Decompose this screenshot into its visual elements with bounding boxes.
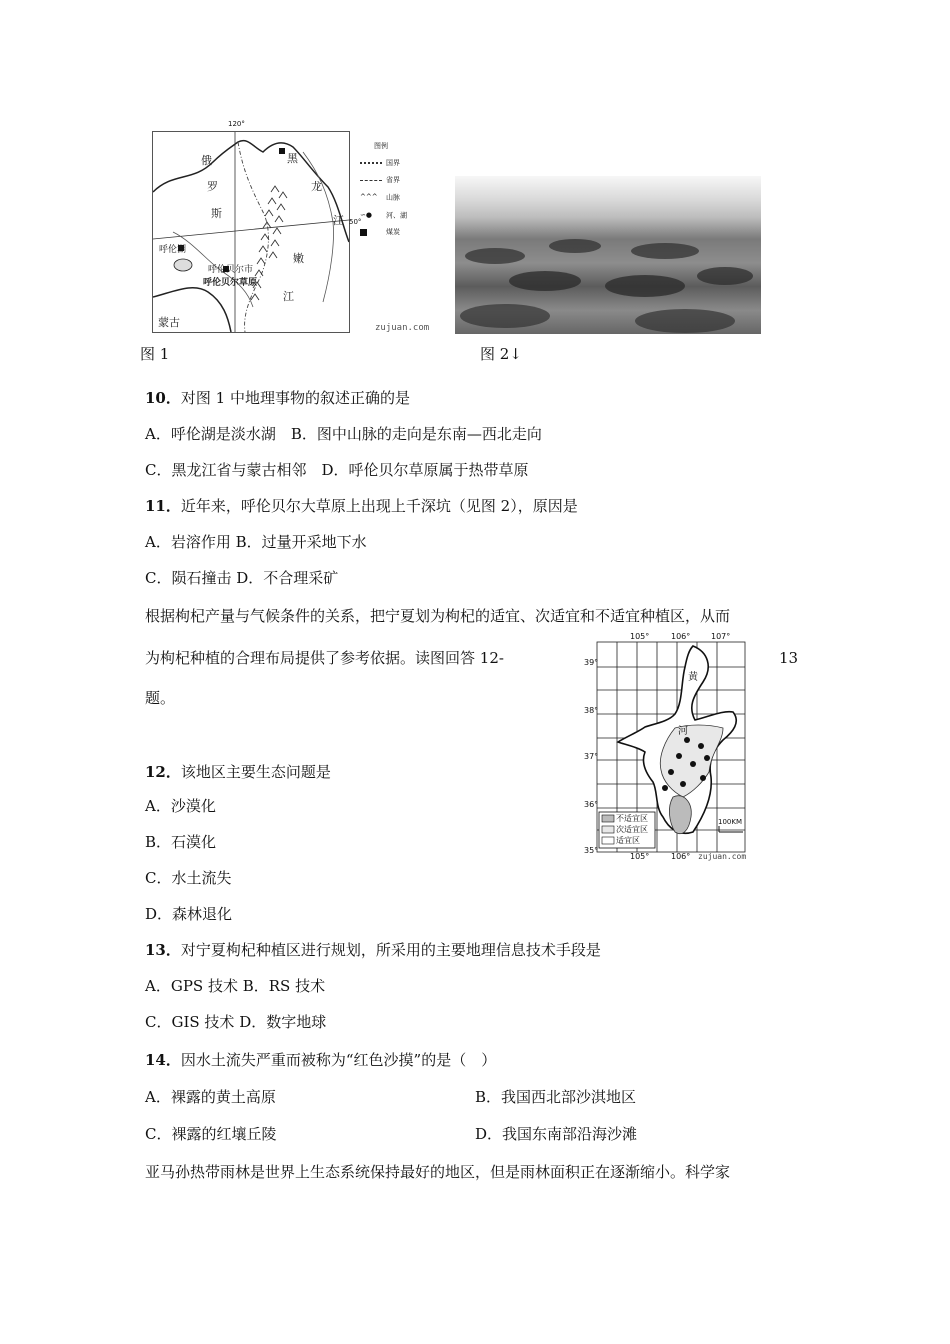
q12-option-a: A．沙漠化 <box>145 797 216 815</box>
q13-options-cd: C．GIS 技术 D．数字地球 <box>145 1013 327 1031</box>
label-hulunbuir-city: 呼伦贝尔市 <box>208 265 254 275</box>
q13-stem: 13．对宁夏枸杞种植区进行规划，所采用的主要地理信息技术手段是 <box>145 941 601 959</box>
figure1-watermark-text: zujuan.com <box>375 323 430 333</box>
figure1-map-drawing <box>153 132 349 332</box>
sub-suitable-zone <box>660 725 723 797</box>
q12-option-b: B．石漠化 <box>145 833 217 851</box>
ningxia-river-char-2: 河 <box>678 726 688 737</box>
q11-options-cd: C．陨石撞击 D．不合理采矿 <box>145 569 339 587</box>
q10-options-cd: C．黑龙江省与蒙古相邻 D．呼伦贝尔草原属于热带草原 <box>145 461 529 479</box>
lat-50-label: 50° <box>349 218 362 226</box>
legend-item-mountain: ^^^ 山脉 <box>360 193 400 202</box>
label-hulun-lake: 呼伦湖 <box>159 245 187 255</box>
ningxia-lat-36: 36° <box>584 800 599 809</box>
ningxia-lon-106-top: 106° <box>671 632 691 641</box>
ningxia-lon-107-top: 107° <box>711 632 731 641</box>
ningxia-lat-35: 35° <box>584 846 599 855</box>
ningxia-legend-unsuitable: 不适宜区 <box>616 814 648 823</box>
label-russia-2: 罗 <box>207 180 218 193</box>
ningxia-lon-105-bottom: 105° <box>630 852 650 861</box>
label-russia-1: 俄 <box>201 154 212 167</box>
ningxia-map-drawing <box>583 632 765 864</box>
figure1-caption: 图 1 <box>140 345 170 363</box>
ningxia-lon-105-top: 105° <box>630 632 650 641</box>
label-nen: 嫩 <box>293 252 304 265</box>
intro-ningxia-line2-tail: 13 <box>779 649 799 667</box>
intro-ningxia-line1: 根据枸杞产量与气候条件的关系，把宁夏划为枸杞的适宜、次适宜和不适宜种植区，从而 <box>145 607 731 625</box>
figure2-caption: 图 2↓ <box>480 345 522 363</box>
q14-option-d: D．我国东南部沿海沙滩 <box>475 1125 638 1143</box>
figure2-pits <box>455 176 761 334</box>
label-hlj-1: 黑 <box>287 152 298 165</box>
legend-item-river-lake: ∽● 河、湖 <box>360 210 407 219</box>
legend-title: 图例 <box>374 142 388 150</box>
ningxia-lat-39: 39° <box>584 658 599 667</box>
q14-stem: 14．因水土流失严重而被称为“红色沙摸”的是（ ） <box>145 1051 497 1069</box>
coal-mark <box>279 148 285 154</box>
ningxia-lat-38: 38° <box>584 706 599 715</box>
legend-item-national-border: 国界 <box>360 155 440 172</box>
label-mongolia: 蒙古 <box>158 316 180 329</box>
legend-item-province-border: 省界 <box>360 172 440 189</box>
q13-options-ab: A．GPS 技术 B．RS 技术 <box>145 977 326 995</box>
ningxia-scale-label: 100KM <box>718 818 742 826</box>
q11-options-ab: A．岩溶作用 B．过量开采地下水 <box>145 533 367 551</box>
q14-option-a: A．裸露的黄土高原 <box>145 1088 276 1106</box>
label-jiang: 江 <box>283 290 294 303</box>
hulun-lake-shape <box>174 259 192 271</box>
river-east <box>303 152 334 302</box>
legend-item-coal: 煤炭 <box>360 224 440 241</box>
intro-ningxia-line3: 题。 <box>145 689 176 707</box>
q14-option-b: B．我国西北部沙淇地区 <box>475 1088 637 1106</box>
figure1-map <box>152 131 350 333</box>
intro-amazon-line1: 亚马孙热带雨林是世界上生态系统保持最好的地区，但是雨林面积正在逐渐缩小。科学家 <box>145 1163 731 1181</box>
unsuitable-zone <box>669 796 691 834</box>
figure1-legend <box>360 138 440 241</box>
lon-120-label: 120° <box>228 120 245 128</box>
q11-stem: 11．近年来，呼伦贝尔大草原上出现上千深坑（见图 2），原因是 <box>145 497 578 515</box>
label-grassland: 呼伦贝尔草原 <box>203 278 258 288</box>
figure2-photo <box>455 176 761 334</box>
province-border <box>238 142 268 332</box>
ningxia-legend-suitable: 适宜区 <box>616 836 640 845</box>
q12-option-c: C．水土流失 <box>145 869 232 887</box>
ningxia-river-char-1: 黄 <box>688 672 698 683</box>
parallel-50 <box>153 220 349 239</box>
label-hlj-2: 龙 <box>311 180 322 193</box>
q10-stem: 10．对图 1 中地理事物的叙述正确的是 <box>145 389 410 407</box>
intro-ningxia-line2: 为枸杞种植的合理布局提供了参考依据。读图回答 12- <box>145 649 504 667</box>
ningxia-lon-106-bottom: 106° <box>671 852 691 861</box>
ningxia-map <box>583 632 765 864</box>
ningxia-lat-37: 37° <box>584 752 599 761</box>
ningxia-legend-subsuitable: 次适宜区 <box>616 825 648 834</box>
q14-option-c: C．裸露的红壤丘陵 <box>145 1125 277 1143</box>
q12-option-d: D．森林退化 <box>145 905 233 923</box>
label-russia-3: 斯 <box>211 207 222 220</box>
label-hlj-3: 江 <box>333 214 344 227</box>
ningxia-watermark: zujuan.com <box>698 852 747 861</box>
q12-stem: 12．该地区主要生态问题是 <box>145 763 331 781</box>
q10-options-ab: A．呼伦湖是淡水湖 B．图中山脉的走向是东南—西北走向 <box>145 425 542 443</box>
